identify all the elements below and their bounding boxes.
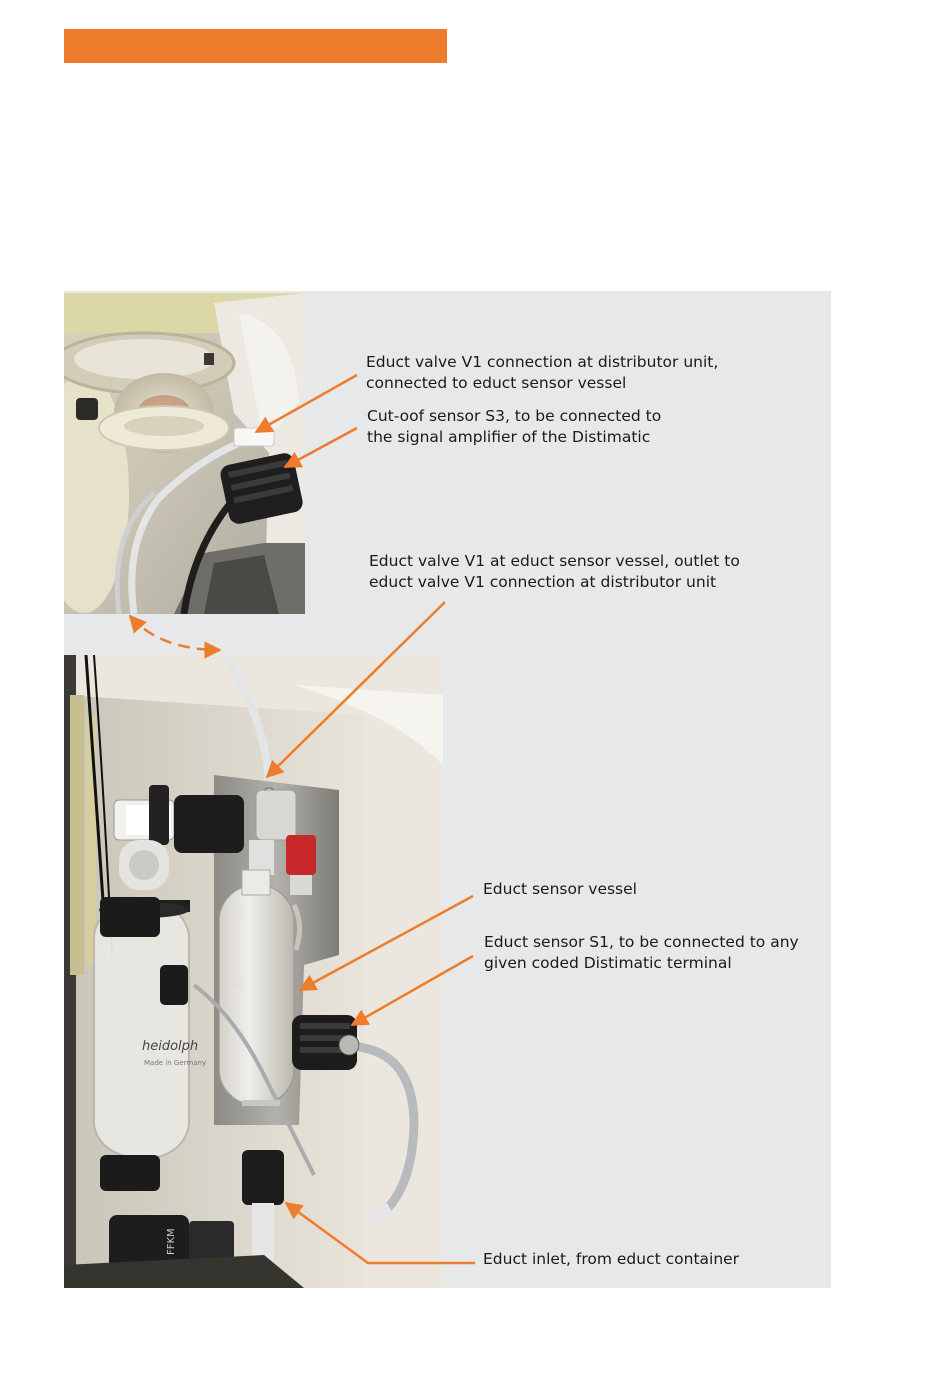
callout-educt-sensor-vessel: Educt sensor vessel — [483, 880, 637, 898]
photo-distributor-unit — [64, 293, 305, 614]
callout-cut-off-sensor-s3: Cut-oof sensor S3, to be connected to the signal amplifier of the Distimatic — [367, 407, 662, 446]
bottle-brand-text: heidolph — [142, 1039, 199, 1054]
section-header-bar — [64, 29, 447, 63]
callout-educt-valve-v1-distributor: Educt valve V1 connection at distributor unit, connected to educt sensor vessel — [366, 353, 719, 392]
callout-educt-sensor-s1: Educt sensor S1, to be connected to any given coded Distimatic terminal — [484, 933, 799, 972]
valve-label-text: FFKM — [166, 1228, 177, 1255]
callout-educt-inlet: Educt inlet, from educt container — [483, 1250, 740, 1268]
bottle-subtext: Made in Germany — [144, 1059, 207, 1067]
photo-educt-sensor-vessel — [64, 655, 443, 1288]
callout-educt-valve-v1-vessel: Educt valve V1 at educt sensor vessel, outlet to educt valve V1 connection at distributor unit — [369, 552, 740, 591]
